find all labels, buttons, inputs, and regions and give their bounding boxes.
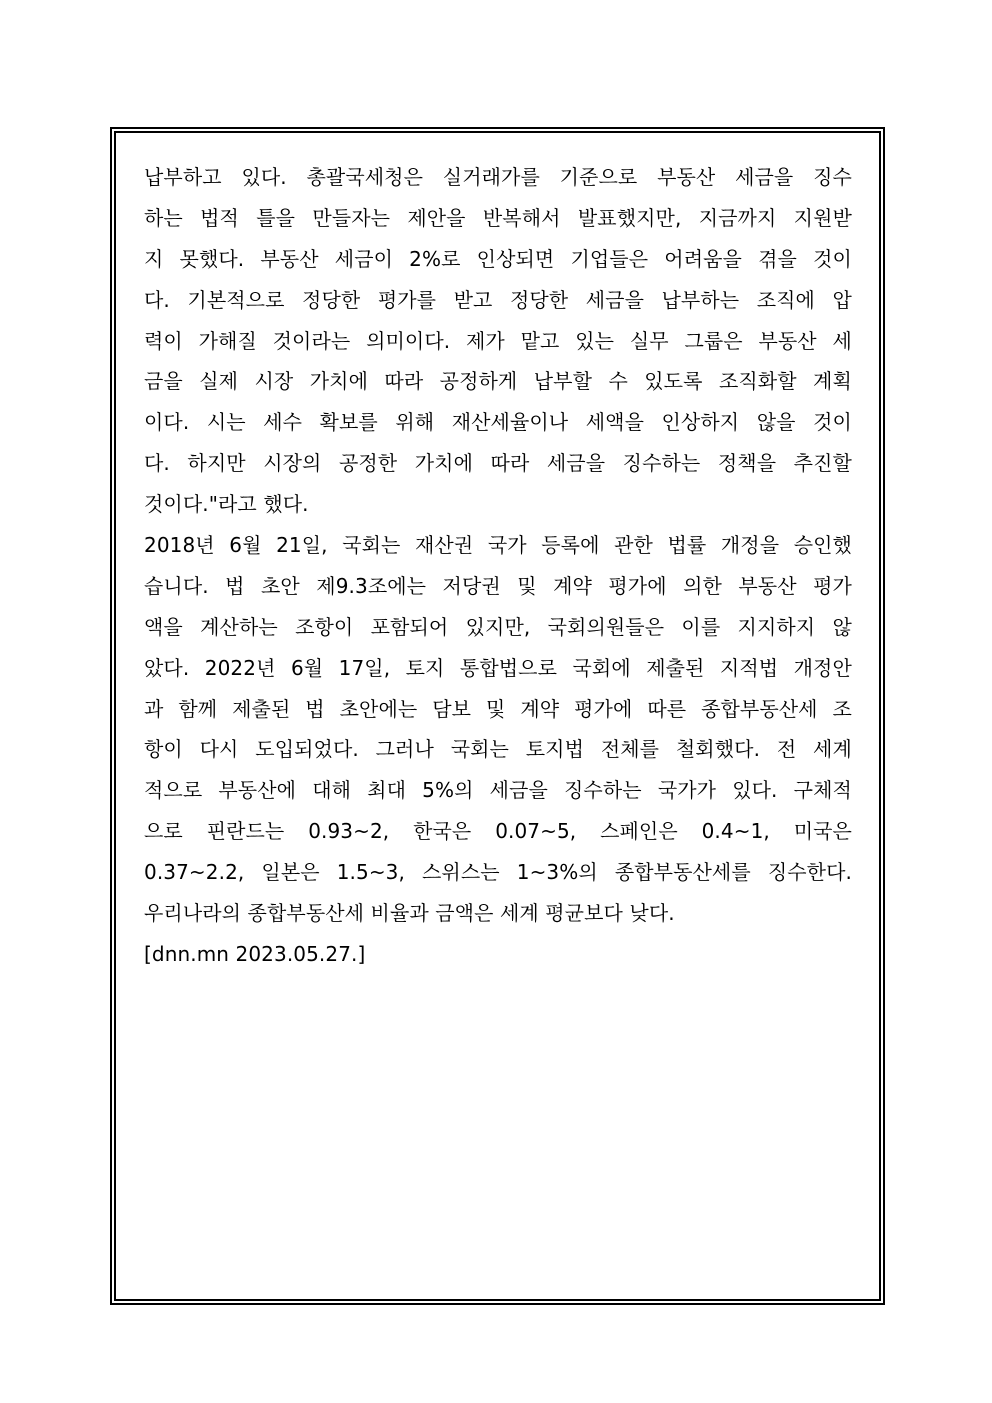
text-line [144,648,852,689]
word: 그러나 [375,737,434,762]
word: 조 [832,696,852,721]
text-line [144,361,852,402]
word: 세금을 [585,287,644,312]
word: 평가를 [377,287,437,312]
word: 재산세율이나 [451,410,569,435]
word: 세금을 [735,165,794,189]
word: 의미이다. [366,328,451,353]
word: 징수한다. [767,860,852,885]
word: 력이 [144,328,183,353]
word: 압 [832,287,852,312]
text-line [144,729,852,770]
word: 도입되었다. [255,737,359,762]
word: 2018년 [144,533,215,558]
word: 징수 [813,165,852,189]
word: 1~3%의 [516,860,598,885]
word: 담보 [432,696,472,721]
word: 확보를 [319,410,378,435]
word: 세 [832,328,852,353]
word: 한국은 [413,819,472,844]
word: 부동산 [260,246,319,271]
word: 액을 [144,614,183,639]
word: 징수하는 [622,451,701,476]
word: 전 [776,737,797,762]
word: 통합법으로 [459,655,558,680]
word: 있도록 [644,369,703,394]
word: 국회에 [572,655,631,680]
word: 지적법 [719,655,779,680]
word: 하지만 [187,451,246,476]
word: 이다. [144,410,190,435]
word: 국회는 [342,533,401,558]
word: 시는 [206,410,246,435]
text-line: [dnn.mn 2023.05.27.] [144,941,366,966]
word: 제안을 [407,205,466,230]
word: 항이 [144,737,183,762]
word: 재산권 [415,533,474,558]
word: 조직화할 [718,369,797,394]
word: 않 [832,614,852,639]
text-line [144,239,852,280]
word: 계산하는 [200,614,278,639]
word: 시장 [254,369,294,394]
word: 다. [144,451,170,476]
word: 스페인은 [600,819,678,844]
word: 가해질 [198,328,257,353]
word: 반복해서 [482,205,561,230]
word: 인상하지 [661,410,740,435]
word: 21일, [276,533,328,558]
text-line [144,525,852,566]
text-line [144,157,852,198]
word: 일본은 [261,860,320,885]
word: 미국은 [793,819,852,844]
word: 정책을 [717,451,777,476]
word: 공정한 [338,451,398,476]
word: 틀을 [256,205,296,230]
text-line [144,607,852,648]
word: 대해 [312,778,352,803]
word: 함께 [178,696,218,721]
text-line [144,280,852,321]
text-line [144,443,852,484]
word: 최대 [367,778,407,803]
word: 가치에 [414,451,474,476]
word: 계획 [813,369,852,394]
word: 6월 [229,533,262,558]
word: 종합부동산세를 [614,860,751,885]
word: 위해 [395,410,435,435]
word: 평가에 [608,573,667,598]
word: 다시 [199,737,239,762]
word: 등록에 [541,533,600,558]
word: 평가 [813,573,852,598]
word: 다. [144,287,170,312]
word: 제출된 [646,655,705,680]
word: 기준으로 [559,165,638,189]
word: 의한 [683,573,722,598]
word: 납부하는 [661,287,740,312]
word: 있다. [732,778,778,803]
word: 실무 [629,328,669,353]
word: 총괄국세청은 [306,165,424,189]
text-line [144,402,852,443]
word: 초안 [261,573,300,598]
word: 정당한 [302,287,361,312]
word: 법적 [200,205,239,230]
word: 지 [144,246,164,271]
word: 제가 [466,328,505,353]
word: 금을 [144,369,183,394]
word: 았다. [144,655,190,680]
word: 습니다. [144,573,209,598]
word: 및 [517,573,537,598]
word: 토지 [405,655,445,680]
word: 저당권 [442,573,501,598]
word: 수 [608,369,628,394]
word: 승인했 [793,533,852,558]
word: 기업들은 [570,246,649,271]
word: 스위스는 [422,860,500,885]
word: 지금까지 [698,205,777,230]
word: 0.07~5, [495,819,577,844]
word: 그룹은 [684,328,743,353]
word: 있다. [241,165,287,189]
word: 세수 [263,410,303,435]
word: 징수하는 [564,778,642,803]
word: 실제 [199,369,239,394]
word: 세액을 [585,410,644,435]
word: 17일, [338,655,391,680]
document-body [144,157,852,975]
word: 받고 [453,287,493,312]
word: 있는 [575,328,615,353]
word: 발표했지만, [577,205,682,230]
word: 공정하게 [439,369,518,394]
word: 실거래가를 [442,165,540,189]
text-line [144,811,852,852]
word: 으로 [144,819,183,844]
word: 2%로 [409,246,461,271]
word: 포함되어 [370,614,449,639]
word: 계약 [553,573,592,598]
word: 따라 [384,369,424,394]
word: 국회는 [450,737,509,762]
word: 것이 [813,246,852,271]
word: 개정을 [720,533,780,558]
word: 1.5~3, [336,860,405,885]
text-line [144,198,852,239]
word: 0.37~2.2, [144,860,245,885]
word: 국가 [487,533,527,558]
word: 전체를 [600,737,660,762]
text-line [144,321,852,362]
word: 2022년 [204,655,276,680]
word: 조항이 [295,614,354,639]
word: 따라 [490,451,530,476]
text-line [144,689,852,730]
word: 인상되면 [476,246,555,271]
word: 관한 [614,533,653,558]
word: 6월 [290,655,324,680]
word: 만들자는 [312,205,391,230]
word: 법 [225,573,245,598]
word: 하는 [144,205,183,230]
word: 0.4~1, [701,819,770,844]
word: 국회의원들은 [547,614,665,639]
word: 못했다. [179,246,245,271]
word: 제9.3조에는 [316,573,427,598]
word: 초안에는 [339,696,418,721]
word: 조직에 [756,287,815,312]
word: 것이라는 [272,328,351,353]
word: 따른 [647,696,687,721]
word: 맡고 [520,328,560,353]
word: 평가에 [574,696,633,721]
word: 0.93~2, [308,819,390,844]
word: 계약 [520,696,560,721]
word: 법률 [667,533,707,558]
word: 부동산 [758,328,817,353]
word: 세계 [813,737,852,762]
word: 정당한 [509,287,569,312]
word: 것이 [813,410,852,435]
word: 부동산에 [218,778,297,803]
word: 핀란드는 [206,819,285,844]
text-line [144,852,852,893]
text-line [144,770,852,811]
word: 및 [486,696,506,721]
word: 개정안 [793,655,852,680]
word: 지지하지 [737,614,816,639]
word: 세금이 [334,246,394,271]
word: 과 [144,696,164,721]
word: 5%의 [422,778,474,803]
text-line: 것이다."라고 했다. [144,492,309,517]
word: 시장의 [263,451,322,476]
word: 구체적 [793,778,852,803]
word: 적으로 [144,778,203,803]
word: 기본적으로 [187,287,285,312]
word: 납부할 [533,369,593,394]
word: 가치에 [309,369,369,394]
word: 법 [305,696,325,721]
word: 지원받 [793,205,852,230]
word: 있지만, [465,614,531,639]
word: 철회했다. [675,737,761,762]
word: 겪을 [758,246,797,271]
word: 않을 [756,410,796,435]
text-line [144,566,852,607]
word: 어려움을 [664,246,742,271]
word: 추진할 [793,451,852,476]
word: 국가가 [657,778,717,803]
text-line: 우리나라의 종합부동산세 비율과 금액은 세계 평균보다 낮다. [144,901,675,926]
word: 종합부동산세 [701,696,818,721]
word: 부동산 [738,573,797,598]
word: 세금을 [546,451,606,476]
word: 토지법 [525,737,585,762]
word: 제출된 [232,696,291,721]
word: 부동산 [657,165,716,189]
word: 이를 [681,614,721,639]
word: 세금을 [489,778,548,803]
word: 납부하고 [144,165,222,189]
